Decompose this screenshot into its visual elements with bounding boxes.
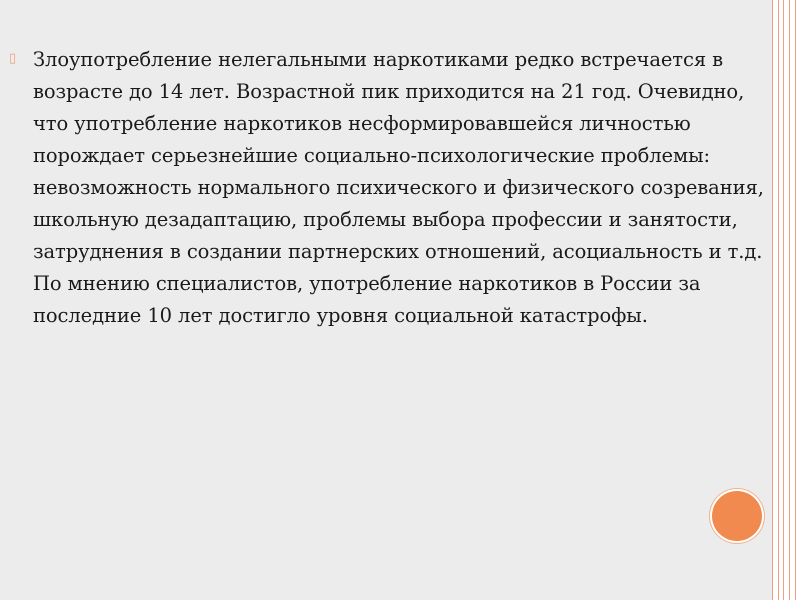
bullet-marker-icon: ▯ [9, 51, 17, 66]
slide-paragraph: Злоупотребление нелегальными наркотиками редко встречается в возрасте до 14 лет. Возрастной пик приходится на 21 год. Очевидно, что употребление наркотиков несформировавшейся личностью порождает серьезнейшие социально-психологические проблемы: невозможность нормального психического и физического созревания, школьную дезадаптацию, проблемы выбора профессии и занятости, затруднения в создании партнерских отношений, асоциальность и т.д. По мнению специалистов, употребление наркотиков в России за последние 10 лет достигло уровня социальной катастрофы. [33, 48, 764, 327]
decorative-border-line [795, 0, 796, 600]
accent-circle [712, 491, 762, 541]
decorative-border-line [789, 0, 790, 600]
